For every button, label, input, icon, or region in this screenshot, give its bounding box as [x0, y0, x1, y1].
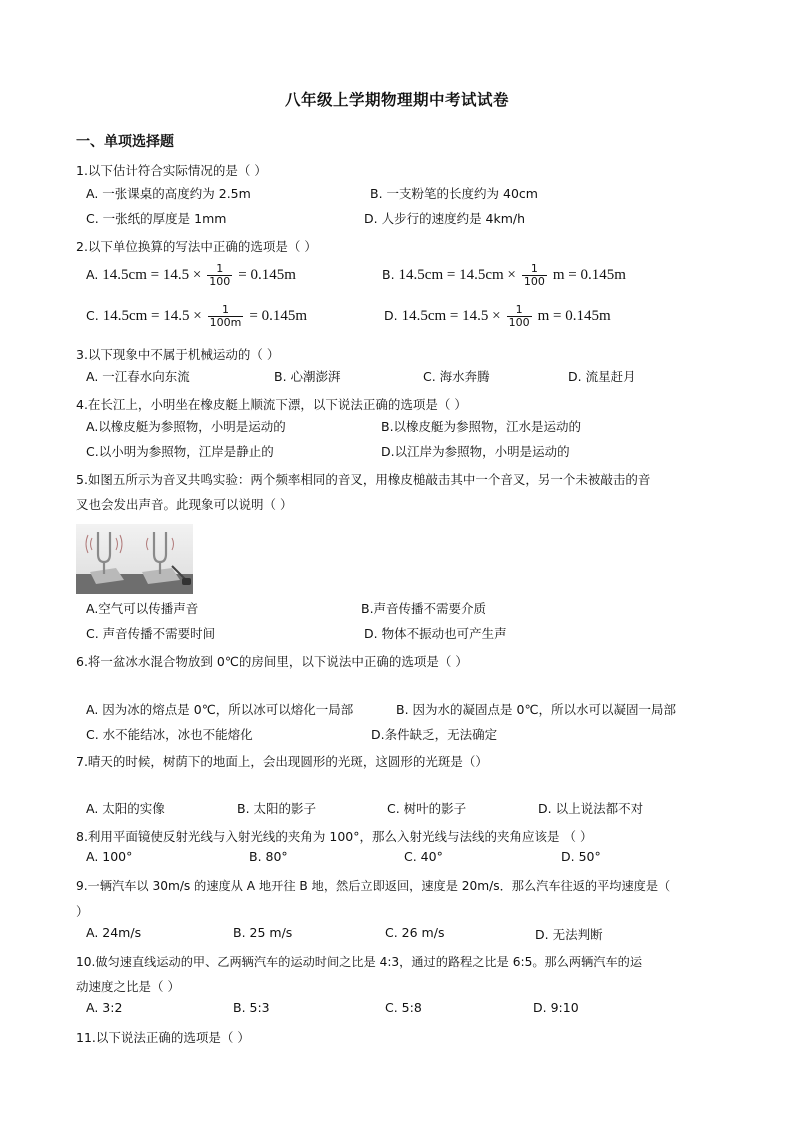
question-1-option-a: A. 一张课桌的高度约为 2.5m — [86, 186, 251, 201]
question-10-option-d: D. 9:10 — [533, 1000, 579, 1015]
question-4-stem: 4.在长江上，小明坐在橡皮艇上顺流下漂，以下说法正确的选项是（ ） — [76, 397, 467, 412]
question-5-option-d: D. 物体不振动也可产生声 — [364, 626, 507, 641]
question-9-option-b: B. 25 m/s — [233, 925, 293, 940]
option-c-fraction — [208, 304, 244, 329]
section-heading: 一、单项选择题 — [76, 134, 174, 150]
question-9-option-c: C. 26 m/s — [385, 925, 445, 940]
question-2-stem: 2.以下单位换算的写法中正确的选项是（ ） — [76, 239, 317, 254]
question-5-option-c: C. 声音传播不需要时间 — [86, 626, 216, 641]
option-a-letter: A. — [86, 267, 99, 282]
option-b-letter: B. — [382, 267, 395, 282]
question-6-option-c: C. 水不能结冰，冰也不能熔化 — [86, 727, 253, 742]
question-8-option-d: D. 50° — [561, 849, 601, 864]
question-2-option-b — [382, 263, 626, 288]
question-4-option-c: C.以小明为参照物，江岸是静止的 — [86, 444, 274, 459]
option-d-right-expr: m = 0.145m — [537, 308, 611, 324]
question-7-option-c: C. 树叶的影子 — [387, 801, 467, 816]
option-c-letter: C. — [86, 308, 99, 323]
tuning-fork-resonance-photo — [76, 524, 193, 594]
question-5-option-b: B.声音传播不需要介质 — [361, 601, 487, 616]
question-4-option-a: A.以橡皮艇为参照物，小明是运动的 — [86, 419, 286, 434]
question-2-option-c — [86, 304, 307, 329]
fraction-denominator: 100 — [209, 275, 231, 288]
question-1-option-b: B. 一支粉笔的长度约为 40cm — [370, 186, 538, 201]
question-5-stem-line-1: 5.如图五所示为音叉共鸣实验：两个频率相同的音叉，用橡皮槌敲击其中一个音叉，另一个未被敲击的音 — [76, 472, 651, 487]
question-8-option-b: B. 80° — [249, 849, 288, 864]
question-7-option-b: B. 太阳的影子 — [237, 801, 317, 816]
question-9-stem-line-2: ） — [76, 904, 89, 919]
question-5-stem-line-2: 叉也会发出声音。此现象可以说明（ ） — [76, 497, 293, 512]
option-d-fraction — [507, 304, 532, 329]
question-10-stem-line-1: 10.做匀速直线运动的甲、乙两辆汽车的运动时间之比是 4:3，通过的路程之比是 6:5。那么两辆汽车的运 — [76, 955, 643, 969]
option-a-fraction — [207, 263, 232, 288]
option-b-right-expr: m = 0.145m — [552, 267, 626, 283]
fraction-denominator: 100 — [508, 316, 530, 329]
question-3-option-c: C. 海水奔腾 — [423, 369, 490, 384]
fraction-numerator: 1 — [522, 263, 547, 276]
question-4-option-d: D.以江岸为参照物，小明是运动的 — [381, 444, 570, 459]
question-8-stem: 8.利用平面镜使反射光线与入射光线的夹角为 100°，那么入射光线与法线的夹角应该是 （ ） — [76, 829, 593, 844]
question-6-option-b: B. 因为水的凝固点是 0℃，所以水可以凝固一局部 — [396, 702, 676, 717]
question-10-stem-line-2: 动速度之比是（ ） — [76, 979, 180, 994]
question-1-option-c: C. 一张纸的厚度是 1mm — [86, 211, 227, 226]
question-8-option-a: A. 100° — [86, 849, 133, 864]
question-9-stem-line-1: 9.一辆汽车以 30m/s 的速度从 A 地开往 B 地，然后立即返回，速度是 20m/s．那么汽车往返的平均速度是（ — [76, 879, 671, 893]
option-a-left-expr: 14.5cm = 14.5 × — [102, 267, 202, 283]
question-3-option-d: D. 流星赶月 — [568, 369, 636, 384]
option-d-left-expr: 14.5cm = 14.5 × — [401, 308, 501, 324]
fraction-numerator: 1 — [207, 263, 232, 276]
question-6-stem: 6.将一盆冰水混合物放到 0℃的房间里，以下说法中正确的选项是（ ） — [76, 654, 468, 669]
fraction-denominator: 100m — [209, 316, 242, 329]
option-a-right-expr: = 0.145m — [238, 267, 296, 283]
option-c-left-expr: 14.5cm = 14.5 × — [102, 308, 202, 324]
question-1-stem: 1.以下估计符合实际情况的是（ ） — [76, 163, 267, 178]
question-10-option-c: C. 5:8 — [385, 1000, 422, 1015]
question-7-stem: 7.晴天的时候，树荫下的地面上，会出现圆形的光斑，这圆形的光斑是（） — [76, 754, 488, 769]
question-3-option-a: A. 一江春水向东流 — [86, 369, 190, 384]
question-11-stem: 11.以下说法正确的选项是（ ） — [76, 1030, 250, 1045]
question-9-option-d: D. 无法判断 — [535, 927, 603, 942]
question-2-option-d — [384, 304, 611, 329]
question-1-option-d: D. 人步行的速度约是 4km/h — [364, 211, 526, 226]
question-7-option-d: D. 以上说法都不对 — [538, 801, 644, 816]
option-c-right-expr: = 0.145m — [249, 308, 308, 324]
page-title: 八年级上学期物理期中考试试卷 — [284, 91, 509, 109]
option-d-letter: D. — [384, 308, 398, 323]
question-6-option-a: A. 因为冰的熔点是 0℃，所以冰可以熔化一局部 — [86, 702, 354, 717]
question-10-option-a: A. 3:2 — [86, 1000, 123, 1015]
fraction-numerator: 1 — [507, 304, 532, 317]
option-b-left-expr: 14.5cm = 14.5cm × — [398, 267, 516, 283]
question-6-option-d: D.条件缺乏，无法确定 — [371, 727, 498, 742]
fraction-denominator: 100 — [523, 275, 545, 288]
option-b-fraction — [522, 263, 547, 288]
question-10-option-b: B. 5:3 — [233, 1000, 270, 1015]
question-3-option-b: B. 心潮澎湃 — [274, 369, 341, 384]
question-7-option-a: A. 太阳的实像 — [86, 801, 165, 816]
question-3-stem: 3.以下现象中不属于机械运动的（ ） — [76, 347, 280, 362]
question-5-option-a: A.空气可以传播声音 — [86, 601, 199, 616]
question-8-option-c: C. 40° — [404, 849, 443, 864]
fraction-numerator: 1 — [208, 304, 244, 317]
question-4-option-b: B.以橡皮艇为参照物，江水是运动的 — [381, 419, 582, 434]
question-2-option-a — [86, 263, 296, 288]
question-9-option-a: A. 24m/s — [86, 925, 142, 940]
